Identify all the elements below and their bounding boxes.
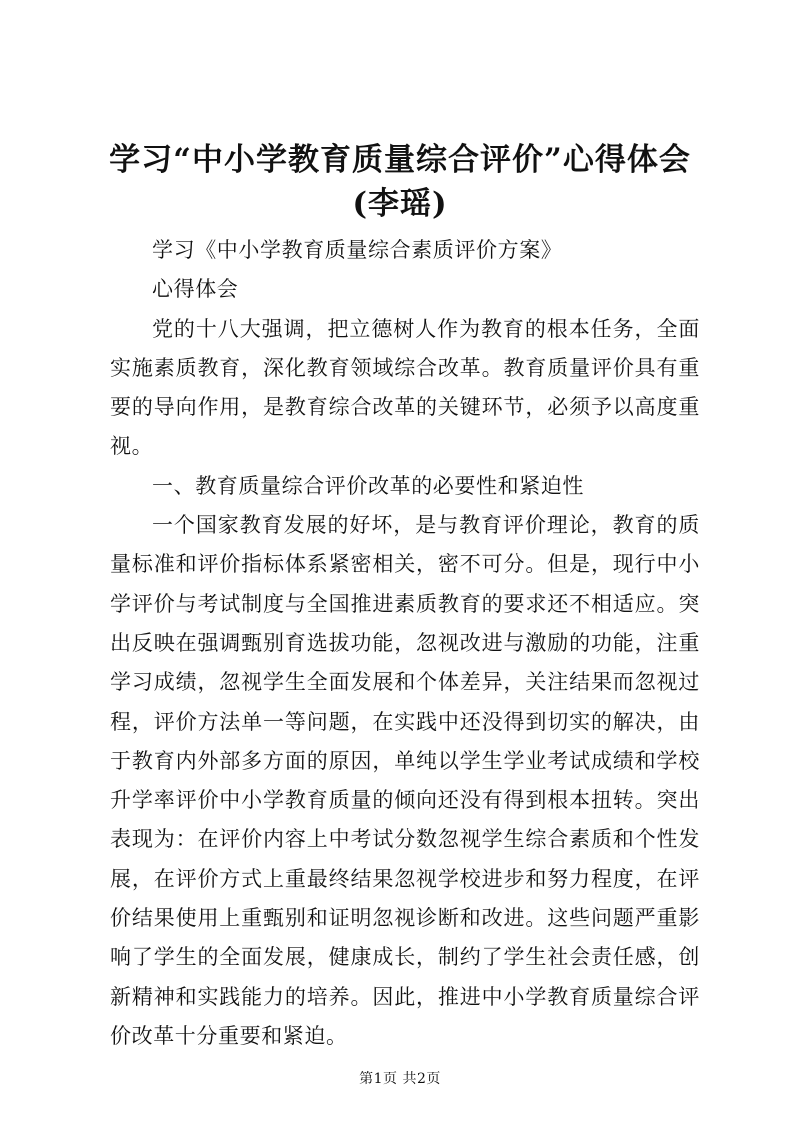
document-body	[110, 231, 700, 1056]
page-footer: 第1页 共2页	[359, 1071, 441, 1087]
title-line-author: (李瑶)	[352, 186, 448, 222]
section-heading: 一、教育质量综合评价改革的必要性和紧迫性	[152, 473, 584, 498]
title-line-main: 学习“中小学教育质量综合评价”心得体会	[109, 142, 691, 178]
subtitle-line-2: 心得体会	[152, 277, 239, 302]
paragraph-intro: 党的十八大强调，把立德树人作为教育的根本任务，全面实施素质教育，深化教育领域综合改革。教育质量评价具有重要的导向作用，是教育综合改革的关键环节，必须予以高度重视。	[110, 316, 700, 459]
paragraph-body: 一个国家教育发展的好坏，是与教育评价理论，教育的质量标准和评价指标体系紧密相关，密不可分。但是，现行中小学评价与考试制度与全国推进素质教育的要求还不相适应。突出反映在强调甄别育选拔功能，忽视改进与激励的功能，注重学习成绩，忽视学生全面发展和个体差异，关注结果而忽视过程，评价方法单一等问题，在实践中还没得到切实的解决，由于教育内外部多方面的原因，单纯以学生学业考试成绩和学校升学率评价中小学教育质量的倾向还没有得到根本扭转。突出表现为：在评价内容上中考试分数忽视学生综合素质和个性发展，在评价方式上重最终结果忽视学校进步和努力程度，在评价结果使用上重甄别和证明忽视诊断和改进。这些问题严重影响了学生的全面发展，健康成长，制约了学生社会责任感，创新精神和实践能力的培养。因此，推进中小学教育质量综合评价改革十分重要和紧迫。	[110, 513, 700, 1048]
document-title	[100, 138, 700, 226]
subtitle-line: 学习《中小学教育质量综合素质评价方案》	[152, 238, 563, 262]
